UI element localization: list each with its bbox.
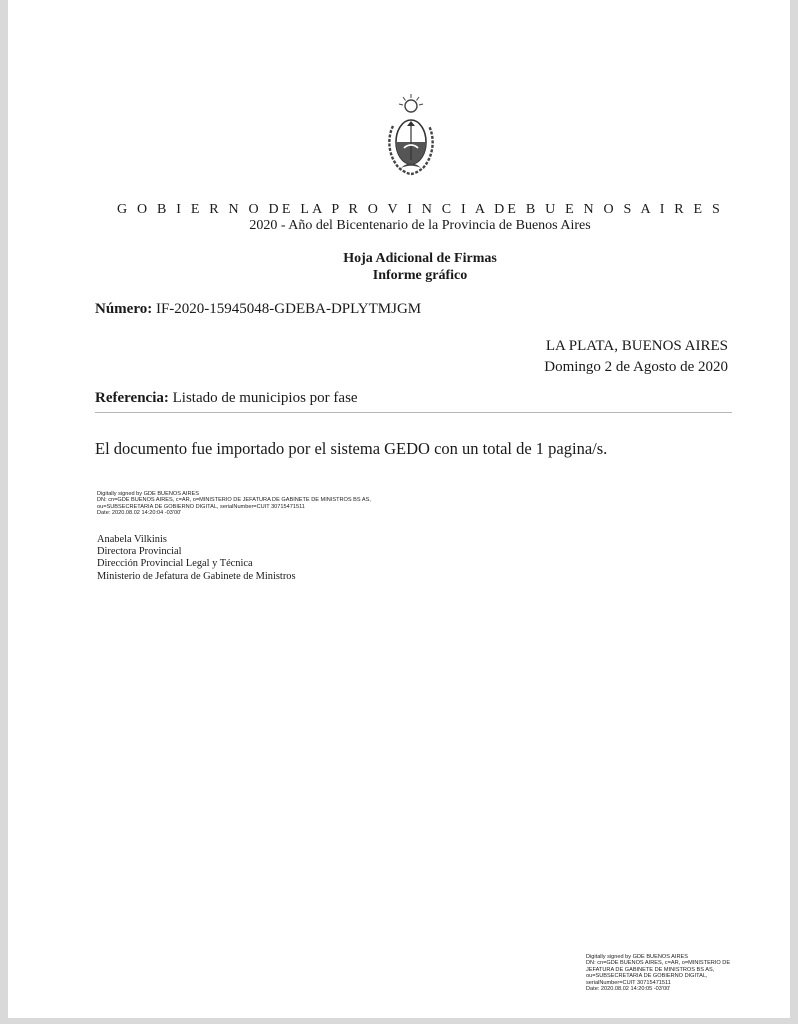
reference-row — [95, 390, 358, 407]
signer-block — [97, 534, 296, 583]
digital-signature-stamp — [97, 491, 371, 517]
signature-line: Date: 2020.08.02 14:20:05 -03'00' — [586, 986, 671, 993]
date: Domingo 2 de Agosto de 2020 — [544, 359, 728, 375]
reference-value: Listado de municipios por fase — [172, 390, 358, 406]
digital-signature-stamp-footer — [586, 954, 730, 992]
signature-line: DN: cn=GDE BUENOS AIRES, c=AR, o=MINISTERIO DE — [586, 960, 731, 967]
signature-line: ou=SUBSECRETARIA DE GOBIERNO DIGITAL, serialNumber=CUIT 30715471511 — [97, 503, 305, 510]
signature-line: DN: cn=GDE BUENOS AIRES, c=AR, o=MINISTERIO DE JEFATURA DE GABINETE DE MINISTROS BS AS, — [97, 497, 371, 504]
body-text: El documento fue importado por el sistema GEDO con un total de 1 pagina/s. — [95, 439, 608, 458]
number-value: IF-2020-15945048-GDEBA-DPLYTMJGM — [155, 301, 422, 317]
government-heading: G O B I E R N O DE LA P R O V I N C I A DE B U E N O S A I R E S — [117, 202, 723, 217]
number-label: Número: — [95, 301, 153, 317]
signer-name: Anabela Vilkinis — [97, 534, 167, 545]
signer-position: Directora Provincial — [97, 546, 182, 558]
document-subtitle: Informe gráfico — [372, 268, 468, 283]
document-page — [8, 0, 790, 1018]
document-title: Hoja Adicional de Firmas — [343, 251, 497, 266]
signer-ministry: Ministerio de Jefatura de Gabinete de Ministros — [97, 570, 296, 582]
signature-line: serialNumber=CUIT 30715471511 — [586, 979, 671, 986]
document-number-row — [95, 301, 421, 318]
place-and-date — [544, 336, 728, 378]
signature-line: JEFATURA DE GABINETE DE MINISTROS BS AS, — [586, 966, 715, 973]
signature-line: Digitally signed by GDE BUENOS AIRES — [97, 491, 199, 497]
place: LA PLATA, BUENOS AIRES — [545, 338, 728, 354]
signature-line: Digitally signed by GDE BUENOS AIRES — [586, 954, 688, 960]
reference-label: Referencia: — [95, 390, 169, 406]
coat-of-arms-icon — [385, 92, 437, 178]
signature-line: Date: 2020.08.02 14:20:04 -03'00' — [97, 510, 182, 517]
divider — [95, 412, 732, 413]
signature-line: ou=SUBSECRETARIA DE GOBIERNO DIGITAL, — [586, 973, 708, 980]
year-motto: 2020 - Año del Bicentenario de la Provincia de Buenos Aires — [249, 218, 591, 233]
signer-office: Dirección Provincial Legal y Técnica — [97, 558, 253, 570]
